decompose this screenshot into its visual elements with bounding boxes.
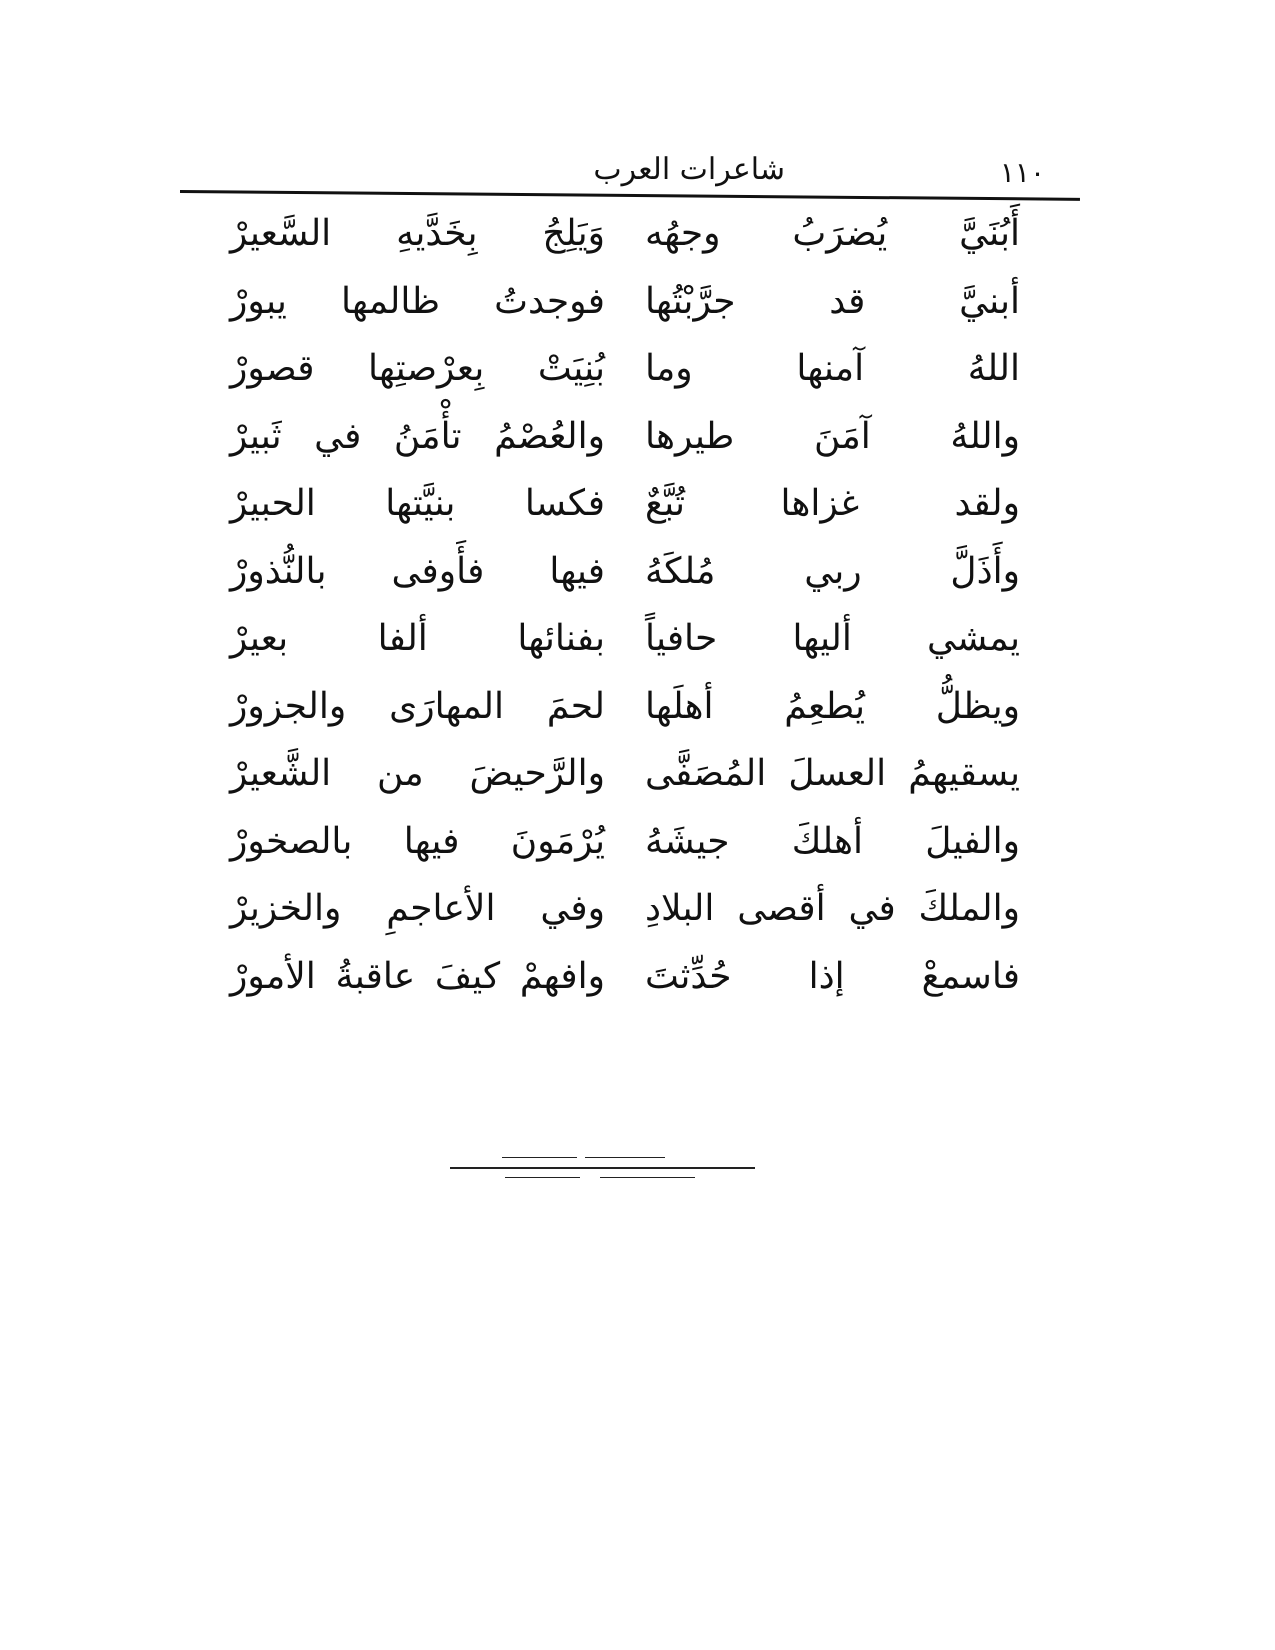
- running-header: [180, 150, 1075, 190]
- first-hemistich: والفيلَ أهلكَ جيشَهُ: [645, 820, 1020, 862]
- verse-line: [230, 943, 1020, 1011]
- verse-line: [230, 673, 1020, 741]
- first-hemistich: ولقد غزاها تُبَّعٌ: [645, 483, 1020, 524]
- verse-line: [230, 268, 1020, 336]
- first-hemistich: أَبُنَيَّ يُضرَبُ وجهُه: [645, 213, 1020, 254]
- second-hemistich: والرَّحيضَ من الشَّعيرْ: [230, 753, 605, 794]
- first-hemistich: وأَذَلَّ ربي مُلكَهُ: [645, 550, 1020, 592]
- first-hemistich: أبنيَّ قد جرَّبْتُها: [645, 280, 1020, 322]
- verse-line: [230, 200, 1020, 268]
- second-hemistich: وافهمْ كيفَ عاقبةُ الأمورْ: [230, 955, 605, 997]
- second-hemistich: فكسا بنيَّتها الحبيرْ: [230, 483, 605, 524]
- verse-line: [230, 808, 1020, 876]
- first-hemistich: يمشي أليها حافياً: [645, 618, 1020, 659]
- first-hemistich: فاسمعْ إذا حُدِّثتَ: [645, 955, 1020, 997]
- first-hemistich: اللهُ آمنها وما: [645, 348, 1020, 389]
- verse-line: [230, 875, 1020, 943]
- first-hemistich: واللهُ آمَنَ طيرها: [645, 415, 1020, 457]
- poem: [230, 200, 1020, 1010]
- second-hemistich: لحمَ المهارَى والجزورْ: [230, 685, 605, 727]
- verse-line: [230, 740, 1020, 808]
- page-number: ١١٠: [999, 156, 1045, 189]
- verse-line: [230, 335, 1020, 403]
- verse-line: [230, 538, 1020, 606]
- second-hemistich: وفي الأعاجمِ والخزيرْ: [230, 888, 605, 929]
- running-title: شاعرات العرب: [593, 152, 785, 187]
- verse-line: [230, 605, 1020, 673]
- second-hemistich: يُرْمَونَ فيها بالصخورْ: [230, 820, 605, 862]
- section-end-ornament: [450, 1155, 755, 1185]
- first-hemistich: والملكَ في أقصى البلادِ: [645, 888, 1020, 929]
- second-hemistich: وَيَلِجُ بِخَدَّيهِ السَّعيرْ: [230, 213, 605, 254]
- first-hemistich: ويظلُّ يُطعِمُ أهلَها: [645, 685, 1020, 727]
- second-hemistich: بفنائها ألفا بعيرْ: [230, 618, 605, 659]
- verse-line: [230, 403, 1020, 471]
- second-hemistich: فوجدتُ ظالمها يبورْ: [230, 280, 605, 322]
- first-hemistich: يسقيهمُ العسلَ المُصَفَّى: [645, 753, 1020, 794]
- second-hemistich: فيها فأَوفى بالنُّذورْ: [230, 550, 605, 592]
- verse-line: [230, 470, 1020, 538]
- second-hemistich: والعُصْمُ تأْمَنُ في ثَبيرْ: [230, 415, 605, 457]
- second-hemistich: بُنِيَتْ بِعرْصتِها قصورْ: [230, 348, 605, 389]
